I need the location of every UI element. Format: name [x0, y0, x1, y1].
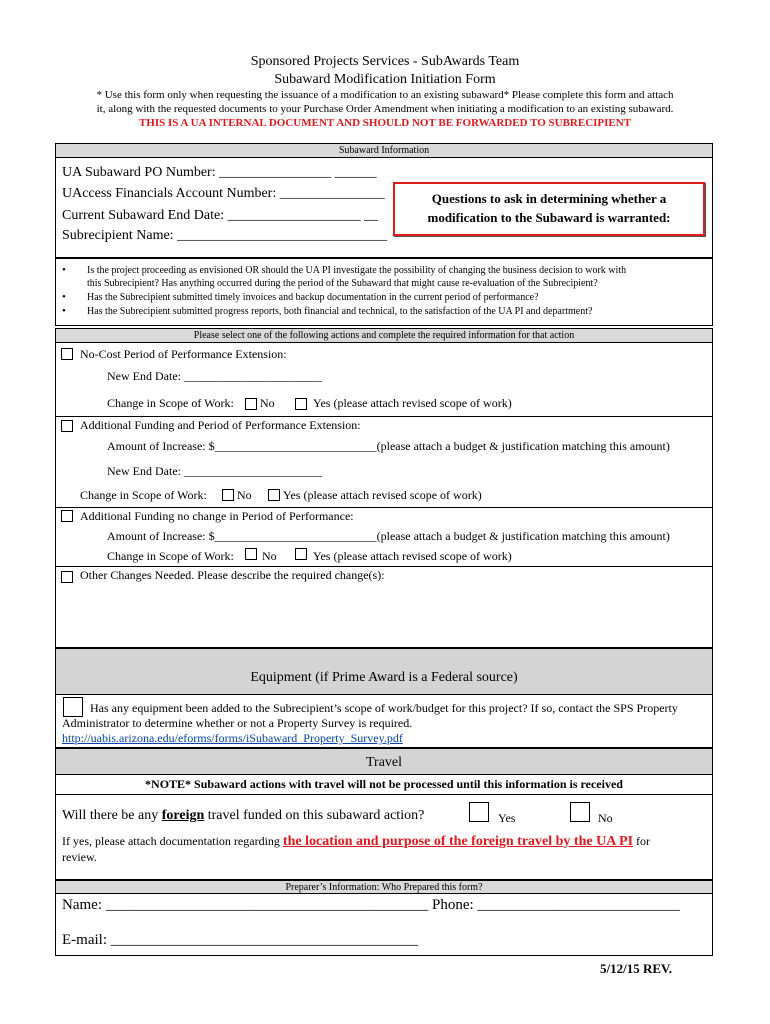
opt1-scope-label: Change in Scope of Work:	[107, 396, 234, 410]
opt1-scope-no-label: No	[260, 396, 275, 410]
preparer-header: Preparer’s Information: Who Prepared this form?	[55, 880, 713, 894]
funding-extension-checkbox[interactable]	[61, 420, 73, 432]
foreign-travel-no-label: No	[598, 811, 613, 825]
equipment-question-line2: Administrator to determine whether or not a Property Survey is required.	[62, 716, 413, 730]
bullet-icon: •	[62, 305, 66, 317]
preparer-email-field[interactable]: E-mail: _________________________________________	[62, 932, 419, 948]
travel-title: Travel	[365, 755, 403, 770]
form-org-title: Sponsored Projects Services - SubAwards Team	[250, 54, 520, 69]
questions-callout-line2: modification to the Subaward is warranted:	[427, 210, 671, 225]
account-number-field[interactable]: UAccess Financials Account Number: _______________	[62, 186, 385, 201]
foreign-travel-question-pre: Will there be any	[62, 808, 162, 823]
subaward-info-header: Subaward Information	[55, 143, 713, 158]
questions-callout-line1: Questions to ask in determining whether a	[431, 191, 667, 206]
question-3: Has the Subrecipient submitted progress reports, both financial and technical, to the satisfaction of the UA PI and department?	[87, 306, 593, 317]
property-survey-link[interactable]: http://uabis.arizona.edu/eforms/forms/iSubaward_Property_Survey.pdf	[62, 731, 403, 745]
travel-attach-emphasis: the location and purpose of the foreign travel by the UA PI	[282, 834, 634, 849]
internal-warning: THIS IS A UA INTERNAL DOCUMENT AND SHOULD NOT BE FORWARDED TO SUBRECIPIENT	[138, 117, 632, 129]
travel-note: *NOTE* Subaward actions with travel will not be processed until this information is received	[145, 777, 623, 791]
no-cost-extension-label: No-Cost Period of Performance Extension:	[80, 347, 287, 361]
opt3-scope-no-checkbox[interactable]	[245, 548, 257, 560]
foreign-travel-no-checkbox[interactable]	[570, 802, 590, 822]
questions-callout	[393, 182, 705, 236]
no-cost-extension-checkbox[interactable]	[61, 348, 73, 360]
opt3-amount-field[interactable]: Amount of Increase: $___________________________(please attach a budget & justification matching this amount)	[107, 529, 670, 543]
bullet-icon: •	[62, 291, 66, 303]
usage-note-line1: * Use this form only when requesting the issuance of a modification to an existing subaward* Please complete this form and attach	[96, 89, 674, 101]
foreign-emphasis: foreign	[161, 808, 205, 823]
equipment-question-line1: Has any equipment been added to the Subrecipient’s scope of work/budget for this project? If so, contact the SPS Property	[90, 701, 678, 715]
travel-attach-instruction	[62, 834, 650, 850]
po-number-field[interactable]: UA Subaward PO Number: ________________ ______	[62, 165, 377, 180]
foreign-travel-yes-checkbox[interactable]	[469, 802, 489, 822]
travel-attach-pre: If yes, please attach documentation regarding	[62, 834, 283, 848]
equipment-title: Equipment (if Prime Award is a Federal source)	[250, 670, 518, 685]
subrecipient-name-field[interactable]: Subrecipient Name: ______________________________	[62, 228, 388, 243]
equipment-checkbox[interactable]	[63, 697, 83, 717]
preparer-name-field[interactable]: Name: ___________________________________________	[62, 897, 429, 913]
opt2-scope-yes-label: Yes (please attach revised scope of work)	[283, 488, 482, 502]
other-changes-label: Other Changes Needed. Please describe the required change(s):	[80, 568, 385, 582]
opt1-scope-yes-checkbox[interactable]	[295, 398, 307, 410]
funding-no-change-checkbox[interactable]	[61, 510, 73, 522]
opt3-scope-label: Change in Scope of Work:	[107, 549, 234, 563]
revision-date: 5/12/15 REV.	[600, 961, 672, 976]
usage-note-line2: it, along with the requested documents to your Purchase Order Amendment when initiating a modification to an existing subaward.	[96, 103, 674, 115]
question-2: Has the Subrecipient submitted timely invoices and backup documentation in the current period of performance?	[87, 292, 539, 303]
foreign-travel-yes-label: Yes	[498, 811, 516, 825]
question-1a: Is the project proceeding as envisioned OR should the UA PI investigate the possibility of changing the business decision to work with	[87, 265, 627, 276]
opt1-scope-no-checkbox[interactable]	[245, 398, 257, 410]
opt2-scope-no-checkbox[interactable]	[222, 489, 234, 501]
opt2-scope-label: Change in Scope of Work:	[80, 488, 207, 502]
foreign-travel-question	[62, 808, 424, 824]
opt2-amount-field[interactable]: Amount of Increase: $___________________________(please attach a budget & justification matching this amount)	[107, 439, 670, 453]
bullet-icon: •	[62, 264, 66, 276]
other-changes-checkbox[interactable]	[61, 571, 73, 583]
funding-extension-label: Additional Funding and Period of Performance Extension:	[80, 418, 361, 432]
foreign-travel-question-post: travel funded on this subaward action?	[204, 808, 425, 823]
opt1-new-end-date-field[interactable]: New End Date: _______________________	[107, 369, 322, 383]
opt2-scope-yes-checkbox[interactable]	[268, 489, 280, 501]
question-1b: this Subrecipient? Has anything occurred during the period of the Subaward that might cause re-evaluation of the Subrecipient?	[87, 278, 598, 289]
opt2-scope-no-label: No	[237, 488, 252, 502]
form-title: Subaward Modification Initiation Form	[274, 72, 496, 87]
travel-attach-post: for	[633, 834, 651, 848]
opt3-scope-yes-label: Yes (please attach revised scope of work)	[313, 549, 512, 563]
opt1-scope-yes-label: Yes (please attach revised scope of work)	[313, 396, 512, 410]
opt3-scope-no-label: No	[262, 549, 277, 563]
preparer-phone-field[interactable]: Phone: ___________________________	[432, 897, 680, 913]
opt3-scope-yes-checkbox[interactable]	[295, 548, 307, 560]
actions-header: Please select one of the following actions and complete the required information for that action	[55, 328, 713, 343]
end-date-field[interactable]: Current Subaward End Date: ___________________ __	[62, 208, 379, 223]
travel-attach-line2: review.	[62, 850, 97, 864]
funding-no-change-label: Additional Funding no change in Period of Performance:	[80, 509, 354, 523]
opt2-new-end-date-field[interactable]: New End Date: _______________________	[107, 464, 322, 478]
